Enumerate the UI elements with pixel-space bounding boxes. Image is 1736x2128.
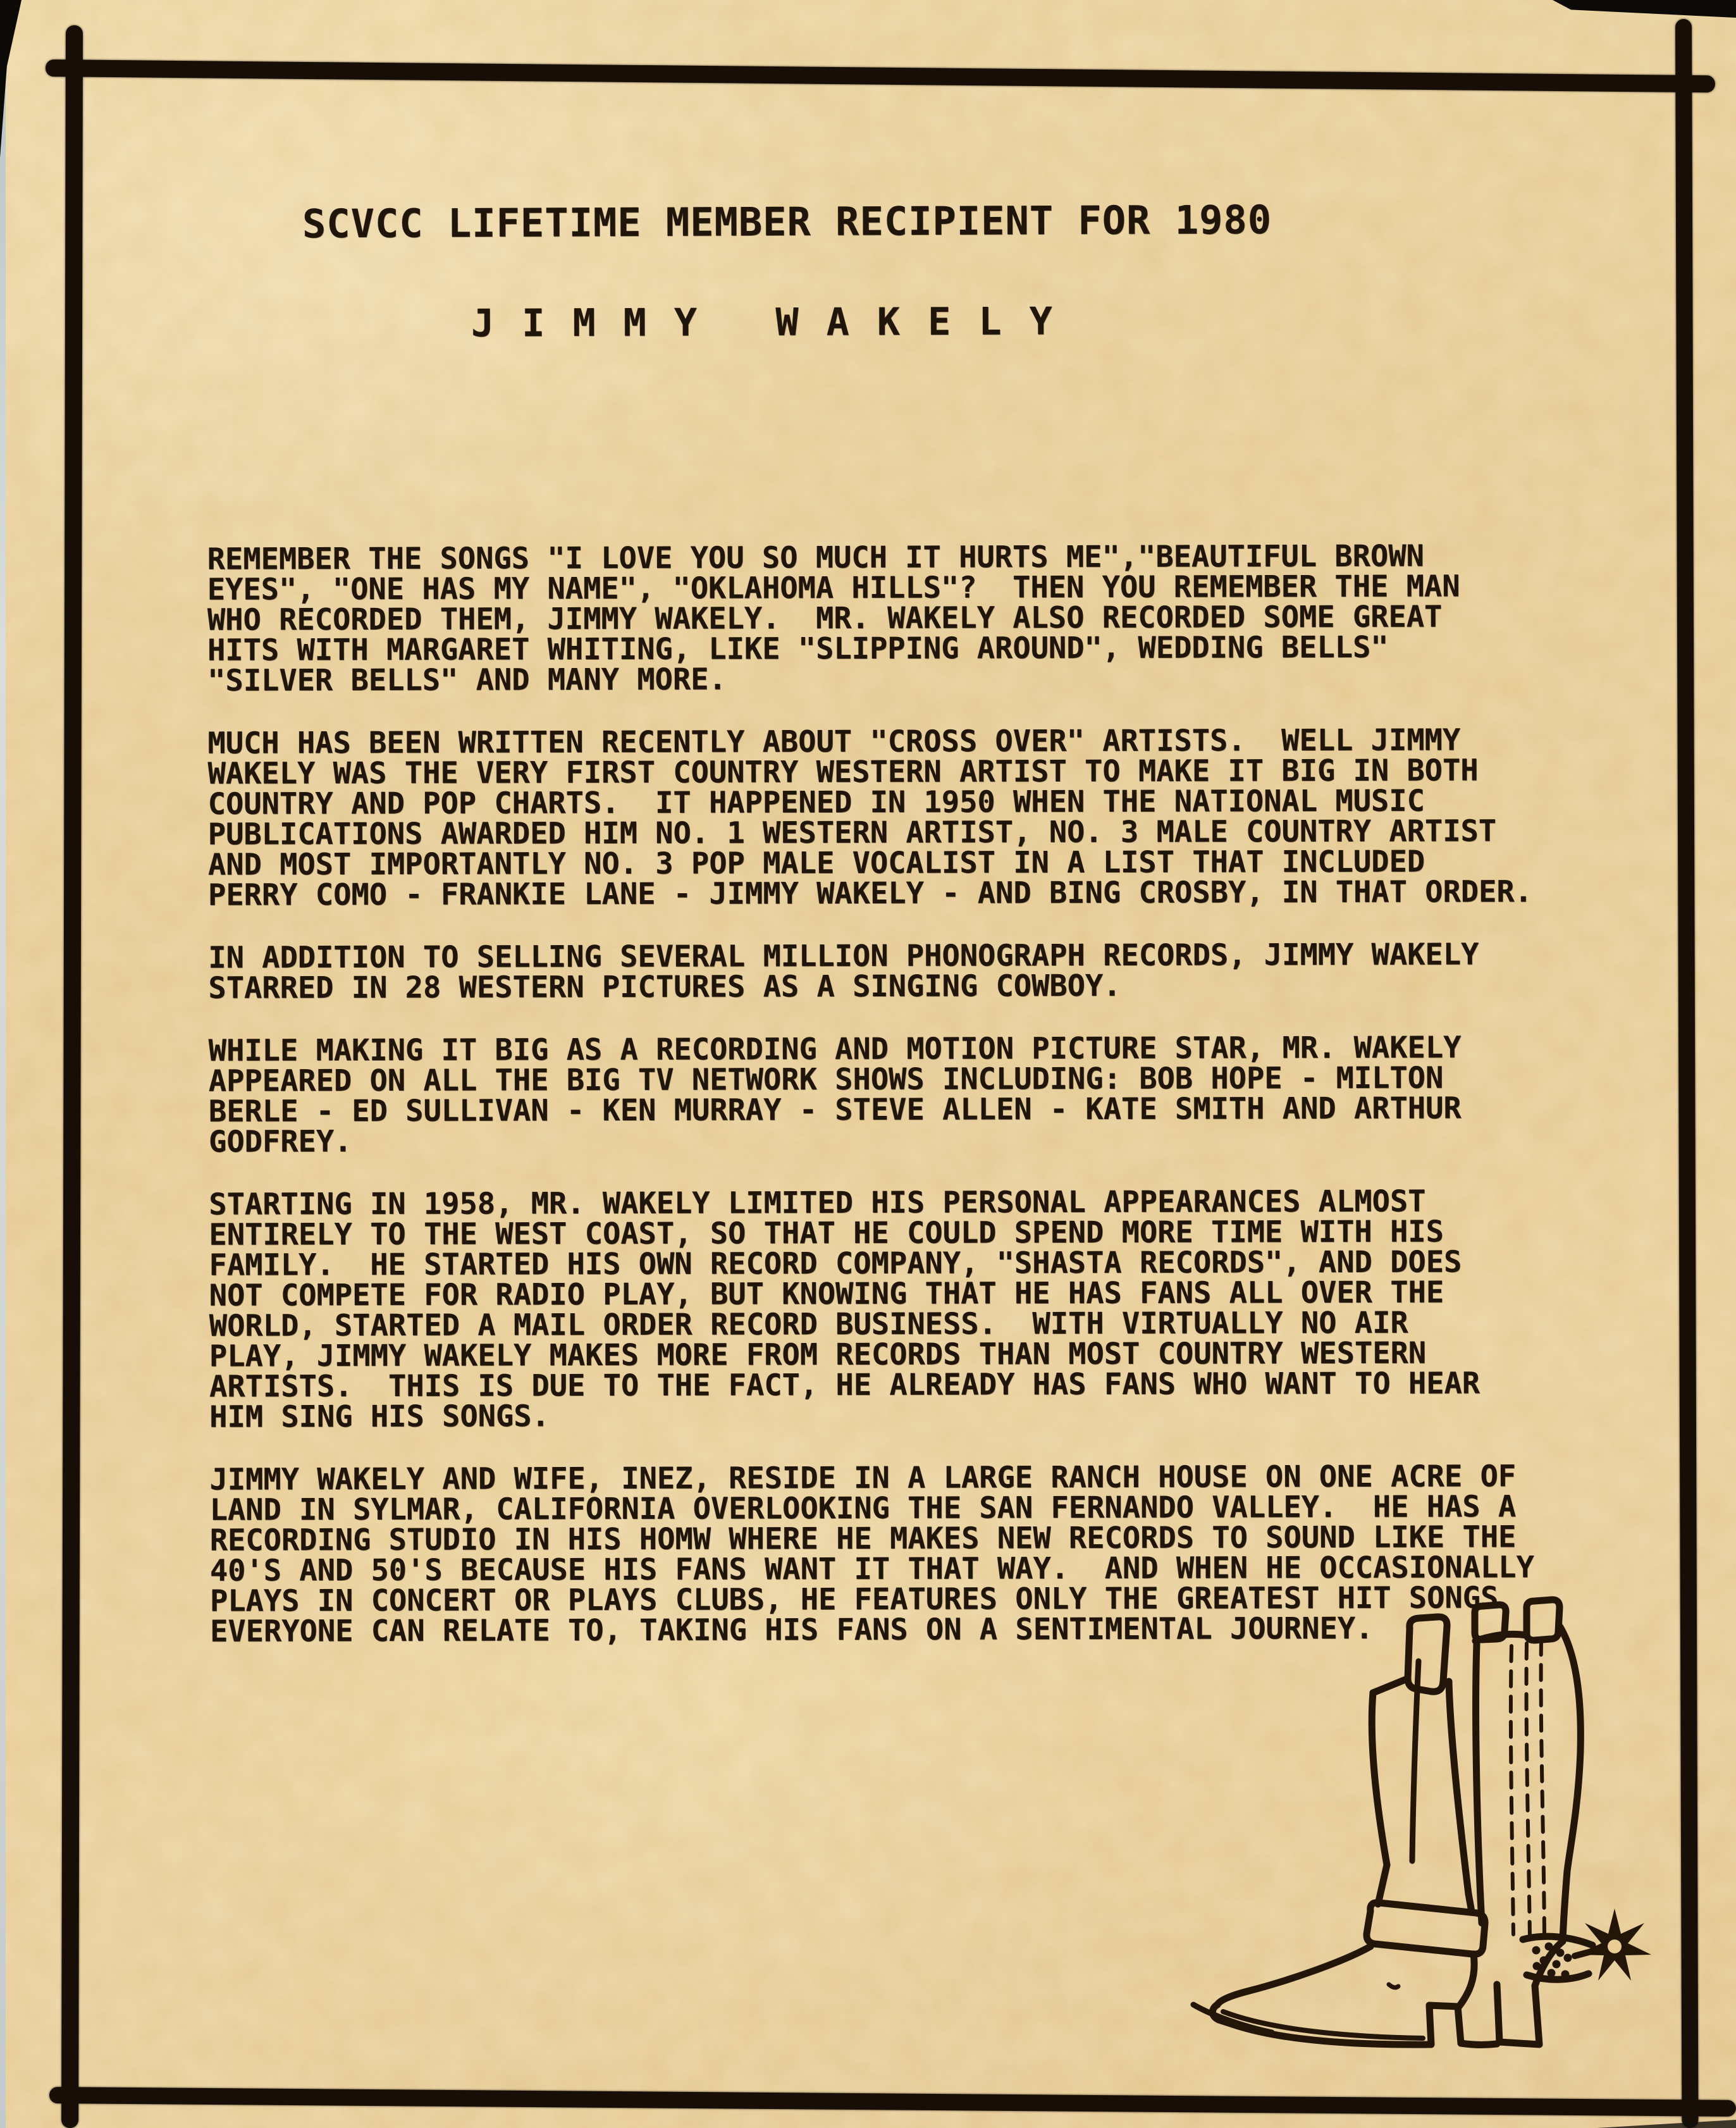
typed-line: PUBLICATIONS AWARDED HIM NO. 1 WESTERN ARTIST, NO. 3 MALE COUNTRY ARTIST: [207, 813, 1497, 852]
typed-line: FAMILY. HE STARTED HIS OWN RECORD COMPANY, "SHASTA RECORDS", AND DOES: [209, 1244, 1462, 1283]
typed-line: 40'S AND 50'S BECAUSE HIS FANS WANT IT THAT WAY. AND WHEN HE OCCASIONALLY: [209, 1550, 1534, 1588]
typed-line: WORLD, STARTED A MAIL ORDER RECORD BUSINESS. WITH VIRTUALLY NO AIR: [209, 1305, 1408, 1344]
typed-line: RECORDING STUDIO IN HIS HOMW WHERE HE MAKES NEW RECORDS TO SOUND LIKE THE: [209, 1519, 1517, 1558]
typed-line: WHILE MAKING IT BIG AS A RECORDING AND MOTION PICTURE STAR, MR. WAKELY: [208, 1030, 1462, 1068]
typed-line: STARRED IN 28 WESTERN PICTURES AS A SINGING COWBOY.: [208, 968, 1121, 1006]
typed-line: LAND IN SYLMAR, CALIFORNIA OVERLOOKING THE SAN FERNANDO VALLEY. HE HAS A: [209, 1489, 1517, 1528]
typed-line: APPEARED ON ALL THE BIG TV NETWORK SHOWS INCLUDING: BOB HOPE - MILTON: [208, 1060, 1444, 1099]
cowboy-boots-illustration: [1157, 1569, 1727, 2113]
scan-artifact-bottom-right: [1597, 2120, 1736, 2128]
typed-line: HIM SING HIS SONGS.: [209, 1399, 550, 1435]
typed-line: AND MOST IMPORTANTLY NO. 3 POP MALE VOCALIST IN A LIST THAT INCLUDED: [207, 844, 1425, 882]
paragraph-4: [208, 1030, 1533, 1160]
scan-artifact-top-right: [1553, 0, 1736, 18]
frame-top-line: [46, 59, 1715, 92]
typed-line: EYES", "ONE HAS MY NAME", "OKLAHOMA HILLS"? THEN YOU REMEMBER THE MAN: [207, 569, 1460, 607]
paragraph-2: [207, 722, 1533, 913]
typed-line: MUCH HAS BEEN WRITTEN RECENTLY ABOUT "CROSS OVER" ARTISTS. WELL JIMMY: [207, 722, 1461, 761]
typed-line: WHO RECORDED THEM, JIMMY WAKELY. MR. WAKELY ALSO RECORDED SOME GREAT: [207, 599, 1443, 638]
typed-line: BERLE - ED SULLIVAN - KEN MURRAY - STEVE ALLEN - KATE SMITH AND ARTHUR: [208, 1091, 1462, 1129]
typed-line: COUNTRY AND POP CHARTS. IT HAPPENED IN 1950 WHEN THE NATIONAL MUSIC: [207, 783, 1425, 822]
typed-line: REMEMBER THE SONGS "I LOVE YOU SO MUCH IT HURTS ME","BEAUTIFUL BROWN: [207, 538, 1424, 577]
typed-line: ARTISTS. THIS IS DUE TO THE FACT, HE ALREADY HAS FANS WHO WANT TO HEAR: [209, 1366, 1481, 1404]
typed-line: WAKELY WAS THE VERY FIRST COUNTRY WESTERN ARTIST TO MAKE IT BIG IN BOTH: [207, 753, 1479, 791]
typed-line: JIMMY WAKELY AND WIFE, INEZ, RESIDE IN A LARGE RANCH HOUSE ON ONE ACRE OF: [209, 1459, 1517, 1497]
typed-line: PLAYS IN CONCERT OR PLAYS CLUBS, HE FEATURES ONLY THE GREATEST HIT SONGS: [209, 1580, 1499, 1619]
paragraph-5: [209, 1184, 1534, 1435]
typed-line: STARTING IN 1958, MR. WAKELY LIMITED HIS PERSONAL APPEARANCES ALMOST: [209, 1184, 1426, 1222]
paragraph-1: [207, 538, 1532, 698]
typed-line: PERRY COMO - FRANKIE LANE - JIMMY WAKELY - AND BING CROSBY, IN THAT ORDER.: [208, 874, 1533, 913]
page-title: SCVCC LIFETIME MEMBER RECIPIENT FOR 1980: [302, 196, 1272, 247]
frame-left-line: [61, 25, 83, 2128]
body-text: [207, 538, 1535, 1679]
typed-line: NOT COMPETE FOR RADIO PLAY, BUT KNOWING THAT HE HAS FANS ALL OVER THE: [209, 1275, 1444, 1313]
typed-line: "SILVER BELLS" AND MANY MORE.: [207, 662, 727, 698]
scanner-edge-strip: [0, 0, 6, 2128]
typed-line: ENTIRELY TO THE WEST COAST, SO THAT HE COULD SPEND MORE TIME WITH HIS: [209, 1214, 1444, 1253]
typed-line: EVERYONE CAN RELATE TO, TAKING HIS FANS ON A SENTIMENTAL JOURNEY.: [210, 1611, 1374, 1649]
typed-line: GODFREY.: [209, 1124, 352, 1160]
typed-line: IN ADDITION TO SELLING SEVERAL MILLION PHONOGRAPH RECORDS, JIMMY WAKELY: [208, 937, 1479, 975]
paragraph-3: [208, 937, 1532, 1006]
recipient-name: J I M M Y W A K E L Y: [471, 299, 1055, 346]
typed-line: PLAY, JIMMY WAKELY MAKES MORE FROM RECORDS THAN MOST COUNTRY WESTERN: [209, 1335, 1427, 1374]
typed-line: HITS WITH MARGARET WHITING, LIKE "SLIPPING AROUND", WEDDING BELLS": [207, 629, 1389, 668]
